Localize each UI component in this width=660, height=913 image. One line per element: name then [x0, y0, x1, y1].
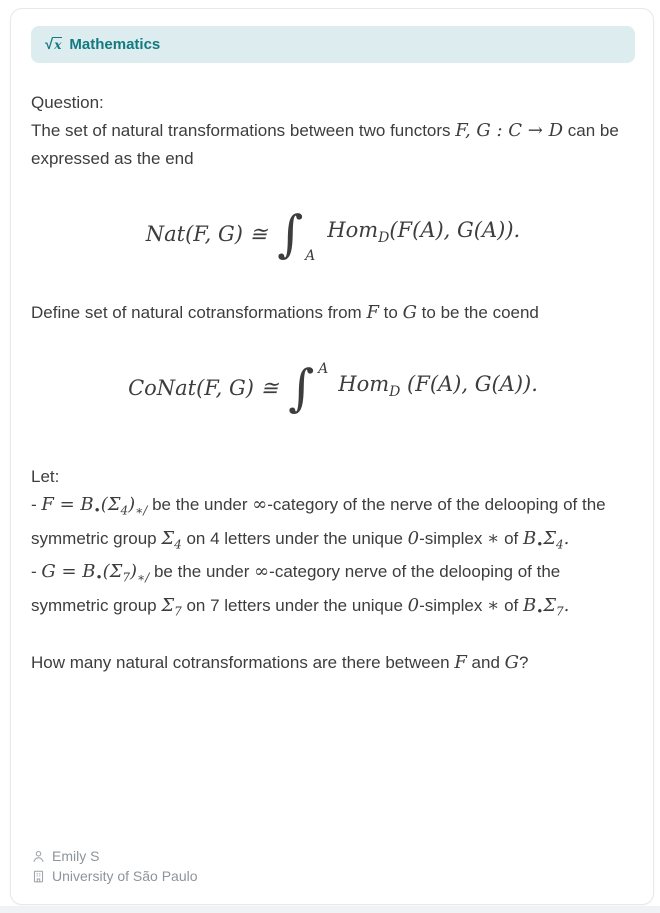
subject-badge — [31, 26, 635, 63]
page-background-strip — [0, 906, 660, 913]
end-formula: Nat(F, G) ≅ ∫ A Hom$_D$(F(A), G(A)). — [145, 204, 521, 264]
author-name: Emily S — [52, 848, 100, 864]
define-paragraph: Define set of natural cotransformations from F to G to be the coend — [31, 302, 539, 323]
intro-paragraph: The set of natural transformations between two functors F, G : C → D can be expressed as the end — [31, 120, 619, 168]
coend-formula: CoNat(F, G) ≅ ∫ A Hom$_D$ (F(A), G(A)). — [128, 358, 538, 417]
building-icon — [31, 869, 46, 884]
closing-question: How many natural cotransformations are there between F and G? — [31, 652, 529, 674]
question-label: Question: — [31, 93, 104, 112]
sqrt-x-math-icon: √x — [45, 36, 62, 53]
subject-badge-label: Mathematics — [69, 36, 161, 53]
definition-item-f: - $F = B_•(\Sigma_4)_{∗/}$ be the under ∞-category of the nerve of the delooping of the symmetric group $\Sigma_4$ on 4 letters under the unique 0-simplex ∗ of $B_•\Sigma_4$. — [31, 494, 606, 552]
affiliation-row — [31, 866, 635, 886]
content-spacer — [31, 677, 635, 846]
person-icon — [31, 849, 46, 864]
author-row — [31, 846, 635, 866]
let-label: Let: — [31, 467, 60, 486]
affiliation-name: University of São Paulo — [52, 868, 198, 884]
definition-item-g: - $G = B_•(\Sigma_7)_{∗/}$ be the under ∞-category nerve of the delooping of the symmetric group $\Sigma_7$ on 7 letters under the unique 0-simplex ∗ of $B_•\Sigma_7$. — [31, 561, 570, 619]
question-card — [10, 8, 654, 905]
